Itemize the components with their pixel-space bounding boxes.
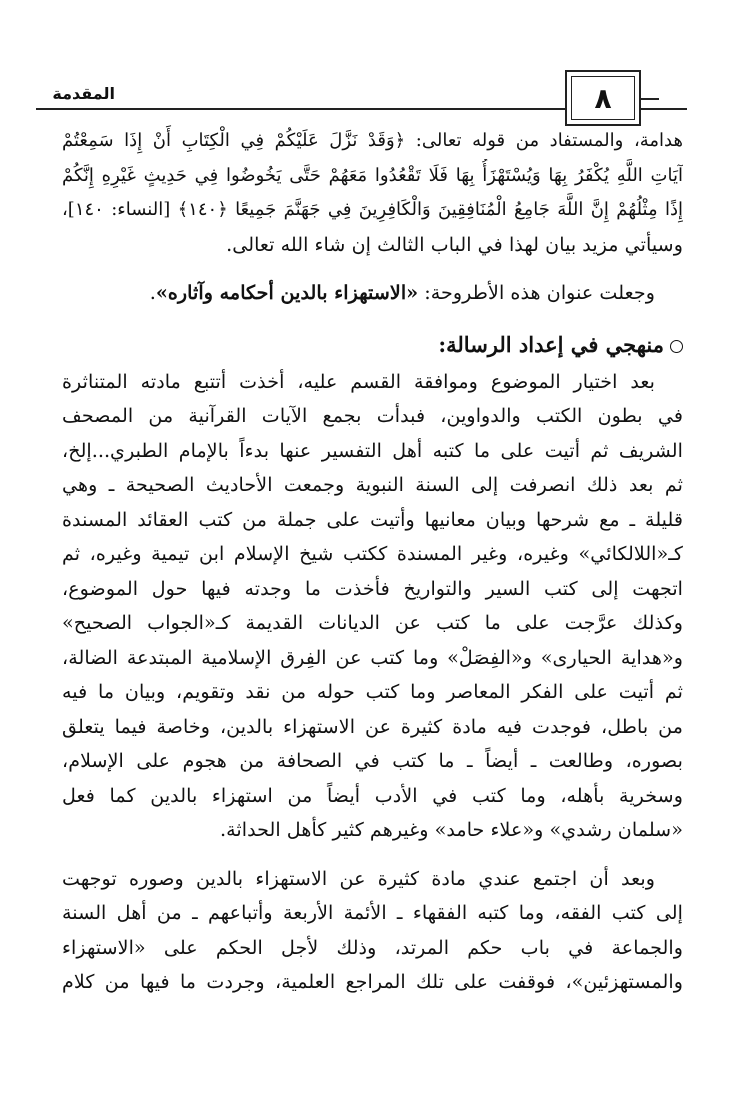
paragraph-fiqh-sources [62,862,683,1000]
page-number: ٨ [571,76,635,120]
section-heading [62,325,683,365]
thesis-title-suffix: . [149,281,156,304]
section-heading-text: منهجي في إعداد الرسالة: [438,331,664,357]
text-line: ثم أتيت على الفكر المعاصر وما كتب حوله من نقد وتقويم، وبيان ما فيه [62,680,683,703]
text-line: «سلمان رشدي» و«علاء حامد» وغيرهم كثير كأهل الحداثة. [220,818,683,841]
paragraph-methodology [62,365,683,848]
page-body [62,124,683,1000]
page-number-box [565,70,641,126]
text-line: بصوره، وطالعت ـ أيضاً ـ ما كتب في الصحافة من هجوم على الإسلام، [62,749,683,772]
text-line: قليلة ـ مع شرحها وبيان معانيها وأتيت على جملة من كتب العقائد المسندة [62,507,683,531]
text-line: الشريف ثم أتيت على ما كتبه أهل التفسير عنها بدءاً بالإمام الطبري...إلخ، [62,438,683,462]
text-line: بعد اختيار الموضوع وموافقة القسم عليه، أخذت أتتبع مادته المتناثرة [62,369,655,393]
text-line: والجماعة في باب حكم المرتد، وذلك لأجل الحكم على «الاستهزاء [62,935,683,959]
text-line: من باطل، فوجدت فيه مادة كثيرة عن الاستهزاء بالدين، وخاصة فيما يتعلق [62,714,683,738]
text-line: وكذلك عرَّجت على ما كتب عن الديانات القديمة كـ«الجواب الصحيح» [62,611,683,634]
page-header [0,0,745,125]
text-line: هدامة، والمستفاد من قوله تعالى: ﴿وَقَدْ نَزَّلَ عَلَيْكُمْ فِي الْكِتَابِ أَنْ إِذَا سَمِعْتُمْ [62,130,683,151]
page-title: المقدمة [52,84,115,103]
text-line: و«هداية الحيارى» و«الفِصَلْ» وما كتب عن الفِرق الإسلامية المبتدعة الضالة، [62,645,683,669]
thesis-title-prefix: وجعلت عنوان هذه الأطروحة: [418,281,655,304]
thesis-title-line [62,276,683,311]
text-line: اتجهت إلى كتب السير والتواريخ فأخذت ما وجدته فيها حول الموضوع، [62,576,683,600]
header-rule-tail [641,98,659,100]
text-line: آيَاتِ اللَّهِ يُكْفَرُ بِهَا وَيُسْتَهْزَأُ بِهَا فَلَا تَقْعُدُوا مَعَهُمْ حَتَّى يَخُوضُوا فِي حَدِيثٍ غَيْرِهِ إِنَّكُمْ [62,164,683,186]
text-line: في بطون الكتب والدواوين، فبدأت بجمع الآيات القرآنية من المصحف [62,404,683,427]
text-line: كـ«اللالكائي» وغيره، وغير المسندة ككتب شيخ الإسلام ابن تيمية وغيره، ثم [62,542,683,565]
text-line: وسخرية بأهله، وما كتب في الأدب أيضاً من استهزاء بالدين كما فعل [62,783,683,807]
text-line: وسيأتي مزيد بيان لهذا في الباب الثالث إن شاء الله تعالى. [226,232,683,256]
circle-bullet-icon [670,340,683,353]
paragraph-quran-citation [62,124,683,262]
text-line: وبعد أن اجتمع عندي مادة كثيرة عن الاستهزاء بالدين وصوره توجهت [62,866,655,890]
thesis-title: «الاستهزاء بالدين أحكامه وآثاره» [155,281,419,304]
text-line: ثم بعد ذلك انصرفت إلى السنة النبوية وجمعت الأحاديث الصحيحة ـ وهي [62,473,683,496]
text-line: إلى كتب الفقه، وما كتبه الفقهاء ـ الأئمة الأربعة وأتباعهم ـ من أهل السنة [62,901,683,924]
text-line: والمستهزئين»، فوقفت على تلك المراجع العلمية، وجردت ما فيها من كلام [62,970,683,993]
text-line: إِذًا مِثْلُهُمْ إِنَّ اللَّهَ جَامِعُ الْمُنَافِقِينَ وَالْكَافِرِينَ فِي جَهَنَّمَ جَمِيعًا ﴿١٤٠﴾ [النساء: ١٤٠]، [62,199,683,220]
